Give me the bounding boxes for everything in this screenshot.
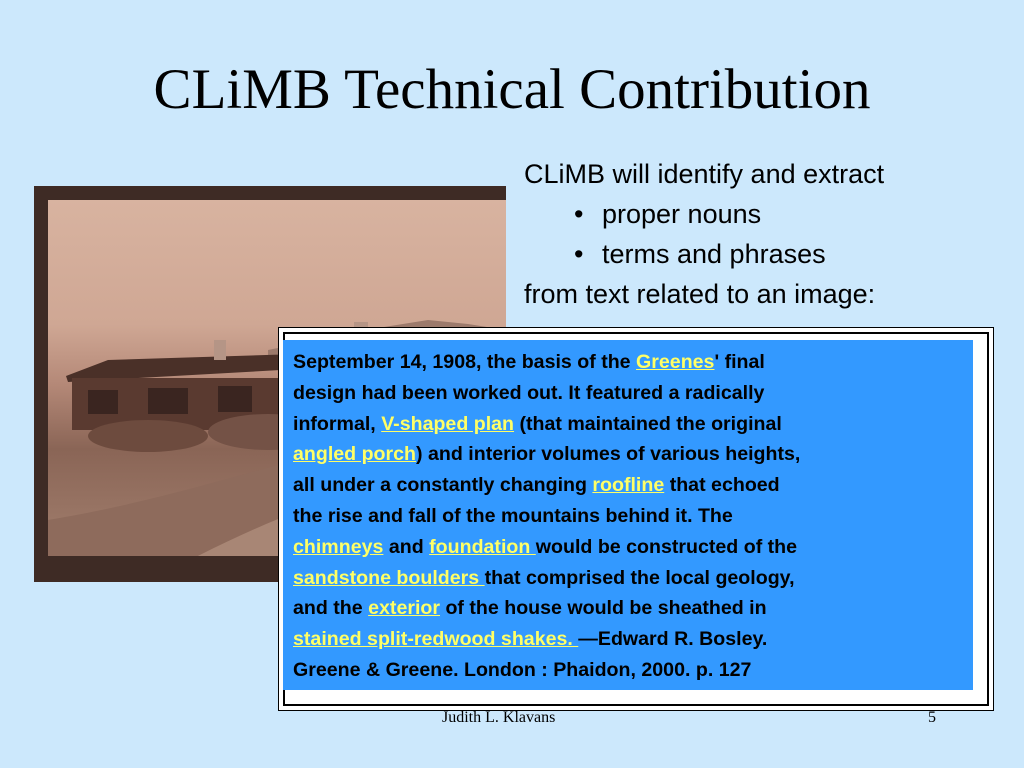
quote-text: that echoed xyxy=(664,474,780,497)
quote-text: informal, xyxy=(293,412,382,435)
quote-line xyxy=(293,378,963,409)
term-link[interactable]: chimneys xyxy=(293,535,384,558)
term-link[interactable]: sandstone boulders xyxy=(293,566,485,589)
quote-line xyxy=(293,501,963,532)
quote-text: the rise and fall of the mountains behind it. The xyxy=(293,504,733,527)
quote-text: ' final xyxy=(714,351,765,373)
term-link[interactable]: roofline xyxy=(592,474,665,497)
bullet-item xyxy=(524,234,1004,274)
quote-line xyxy=(293,347,963,378)
quote-text: —Edward R. Bosley. xyxy=(578,628,768,651)
quote-line xyxy=(293,470,963,501)
quote-text: ) and interior volumes of various heights, xyxy=(416,443,801,466)
quote-line xyxy=(293,532,963,563)
quote-text: and the xyxy=(293,597,369,620)
bullet-text: proper nouns xyxy=(602,199,762,229)
term-link[interactable]: Greenes xyxy=(636,351,715,373)
intro-lead: CLiMB will identify and extract xyxy=(524,159,885,189)
term-link[interactable]: foundation xyxy=(429,535,536,558)
intro-tail: from text related to an image: xyxy=(524,279,876,309)
slide-title: CLiMB Technical Contribution xyxy=(153,58,871,121)
quote-line xyxy=(293,409,963,440)
bullet-glyph: • xyxy=(574,199,584,229)
term-link[interactable]: stained split-redwood shakes. xyxy=(293,628,579,651)
quote-text: design had been worked out. It featured a radically xyxy=(293,381,765,404)
term-link[interactable]: V-shaped plan xyxy=(381,412,515,435)
footer-author: Judith L. Klavans xyxy=(442,709,556,726)
quote-text: all under a constantly changing xyxy=(293,474,593,497)
intro-text xyxy=(524,154,1004,314)
quote-text: that comprised the local geology, xyxy=(484,566,795,589)
quote-text: would be constructed of the xyxy=(535,535,798,558)
quote-line xyxy=(293,439,963,470)
bullet-text: terms and phrases xyxy=(602,239,826,269)
quote-text: Greene & Greene. London : Phaidon, 2000. p. 127 xyxy=(293,658,752,681)
bullet-item xyxy=(524,194,1004,234)
quote-text: and xyxy=(383,535,430,558)
quote-line xyxy=(293,624,963,655)
term-link[interactable]: angled porch xyxy=(293,443,417,466)
quote-line xyxy=(293,655,963,686)
quote-line xyxy=(293,563,963,594)
quote-line xyxy=(293,593,963,624)
term-link[interactable]: exterior xyxy=(368,597,441,620)
quote-box xyxy=(283,340,973,690)
quote-text: of the house would be sheathed in xyxy=(440,597,767,620)
page-number: 5 xyxy=(928,709,936,726)
quote-text: September 14, 1908, the basis of the xyxy=(293,351,637,373)
quote-text: (that maintained the original xyxy=(514,412,782,435)
bullet-glyph: • xyxy=(574,239,584,269)
